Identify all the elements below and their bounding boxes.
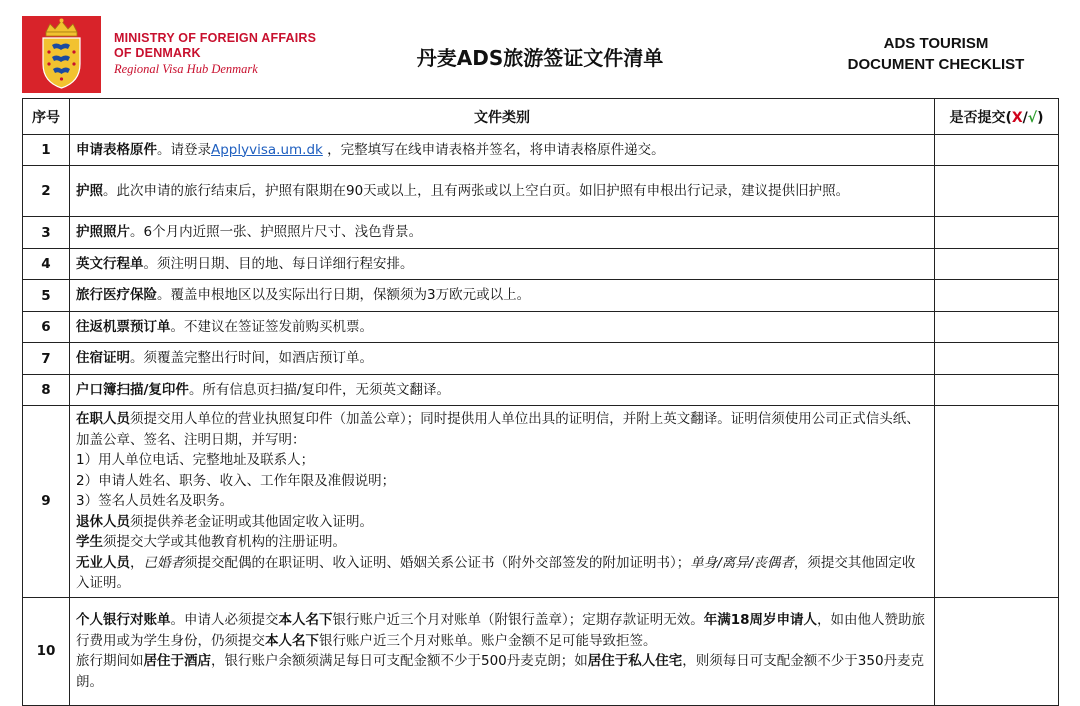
row-description [70,375,935,406]
header-close-paren: ) [1037,109,1044,126]
bank-text: 银行账户近三个月对账单。账户金额不足可能导致拒签。 [319,632,657,649]
checklist-title [828,33,1044,75]
employed-item-1: 1）用人单位电话、完整地址及联系人； [76,452,315,468]
submitted-checkbox-cell[interactable] [935,375,1059,406]
submitted-checkbox-cell[interactable] [935,312,1059,343]
funds-text: ，银行账户余额须满足每日可支配金额不少于500丹麦克朗；如 [211,653,588,669]
row-title: 住宿证明 [76,350,130,367]
row-title: 护照 [76,182,103,199]
row-text: 。此次申请的旅行结束后，护照有限期在90天或以上，且有两张或以上空白页。如旧护照有申根出行记录，建议提供旧护照。 [103,182,850,199]
row-text: 。须注明日期、目的地、每日详细行程安排。 [143,255,414,272]
employed-item-2: 2）申请人姓名、职务、收入、工作年限及准假说明； [76,472,396,489]
row-number: 1 [23,135,70,166]
table-row [23,597,1059,705]
row-text: 。须覆盖完整出行时间，如酒店预订单。 [130,350,373,367]
table-row [23,406,1059,598]
row-title: 英文行程单 [76,255,144,272]
unemployed-separator: ， [130,554,144,571]
row-number: 9 [23,406,70,598]
employed-text: 须提交用人单位的营业执照复印件（加盖公章）；同时提供用人单位出具的证明信，并附上英文翻译。证明信须使用公司正式信头纸、加盖公章、签名、注明日期，并写明： [76,411,920,448]
bank-statement-label: 个人银行对账单 [76,612,171,628]
funds-text: 旅行期间如 [76,653,144,669]
row-description [70,166,935,217]
student-paragraph [76,532,928,553]
row-description [70,135,935,166]
submitted-checkbox-cell[interactable] [935,280,1059,312]
row-title: 户口簿扫描/复印件 [76,381,189,398]
row-text: 。请登录 [157,141,211,158]
row-text: ，完整填写在线申请表格并签名，将申请表格原件递交。 [322,141,665,158]
submitted-checkbox-cell[interactable] [935,217,1059,249]
header-submitted [935,99,1059,135]
row-description [70,280,935,312]
funds-text: ，则须每日可支配金额不少于350丹麦克朗。 [76,653,925,690]
submitted-checkbox-cell[interactable] [935,597,1059,705]
unemployed-label: 无业人员 [76,554,130,571]
check-mark-icon: √ [1027,109,1038,126]
row-title: 往返机票预订单 [76,318,171,335]
married-text: 须提交配偶的在职证明、收入证明、婚姻关系公证书（附外交部签发的附加证明书）； [184,554,691,571]
row-number: 8 [23,375,70,406]
table-row [23,375,1059,406]
married-label: 已婚者 [143,554,184,571]
row-title: 申请表格原件 [76,141,157,158]
ministry-line-2: OF DENMARK [114,46,201,60]
submitted-checkbox-cell[interactable] [935,166,1059,217]
row-title: 旅行医疗保险 [76,287,157,304]
student-text: 须提交大学或其他教育机构的注册证明。 [103,534,346,550]
bank-statement-paragraph [76,610,928,651]
submitted-checkbox-cell[interactable] [935,249,1059,280]
ministry-line-3: Regional Visa Hub Denmark [114,62,258,76]
table-row [23,166,1059,217]
table-row [23,217,1059,249]
retired-label: 退休人员 [76,513,130,530]
bank-text: 银行账户近三个月对账单（附银行盖章）；定期存款证明无效。 [332,612,704,628]
header-num: 序号 [23,99,70,135]
row-text: 。所有信息页扫描/复印件，无须英文翻译。 [188,381,450,398]
row-description [70,343,935,375]
retired-text: 须提供养老金证明或其他固定收入证明。 [130,513,373,530]
bank-text: ，如由他人赞助旅行费用或为学生身份，仍须提交 [76,612,926,649]
submitted-checkbox-cell[interactable] [935,135,1059,166]
header-open-paren: ( [1005,109,1012,126]
row-number: 4 [23,249,70,280]
row-description [70,217,935,249]
row-number: 5 [23,280,70,312]
header-type: 文件类别 [70,99,935,135]
page-title: 丹麦ADS旅游签证文件清单 [416,46,664,70]
private-residence-label: 居住于私人住宅 [587,653,683,669]
row-description [70,597,935,705]
employed-item-3: 3）签名人员姓名及职务。 [76,493,234,509]
row-number: 10 [23,597,70,705]
adult-applicant-label: 年满18周岁申请人 [703,612,818,628]
checklist-line-1: ADS TOURISM [883,35,989,52]
table-row [23,135,1059,166]
hotel-label: 居住于酒店 [143,653,211,669]
header-slash: / [1022,109,1028,126]
single-label: 单身/离异/丧偶者 [690,554,794,571]
table-row [23,280,1059,312]
own-name-label: 本人名下 [278,612,333,628]
row-number: 3 [23,217,70,249]
retired-paragraph [76,512,928,533]
submitted-checkbox-cell[interactable] [935,343,1059,375]
bank-text: 。申请人必须提交 [170,612,279,628]
row-title: 护照照片 [76,224,130,241]
table-row [23,312,1059,343]
table-row [23,249,1059,280]
applyvisa-link[interactable]: Applyvisa.um.dk [211,141,323,158]
single-text: ，须提交其他固定收入证明。 [76,554,916,591]
table-row [23,343,1059,375]
row-description [70,312,935,343]
x-mark-icon: X [1011,109,1023,126]
document-header [0,0,1080,98]
row-description [70,249,935,280]
document-checklist-table [22,98,1059,706]
student-label: 学生 [76,534,103,550]
employed-paragraph [76,409,928,450]
unemployed-paragraph [76,553,928,594]
ministry-name [114,31,316,77]
row-description [70,406,935,598]
checklist-line-2: DOCUMENT CHECKLIST [847,56,1025,73]
row-text: 。不建议在签证签发前购买机票。 [170,318,373,335]
employed-label: 在职人员 [76,411,130,427]
row-text: 。覆盖申根地区以及实际出行日期，保额须为3万欧元或以上。 [157,287,531,304]
row-number: 2 [23,166,70,217]
funds-paragraph [76,651,928,692]
danish-coat-of-arms-icon [22,16,101,93]
header-submitted-label: 是否提交 [949,109,1006,126]
table-header-row [23,99,1059,135]
row-text: 。6个月内近照一张、护照照片尺寸、浅色背景。 [130,224,423,241]
own-name-label: 本人名下 [265,632,319,649]
row-number: 6 [23,312,70,343]
row-number: 7 [23,343,70,375]
ministry-line-1: MINISTRY OF FOREIGN AFFAIRS [114,31,317,45]
submitted-checkbox-cell[interactable] [935,406,1059,598]
